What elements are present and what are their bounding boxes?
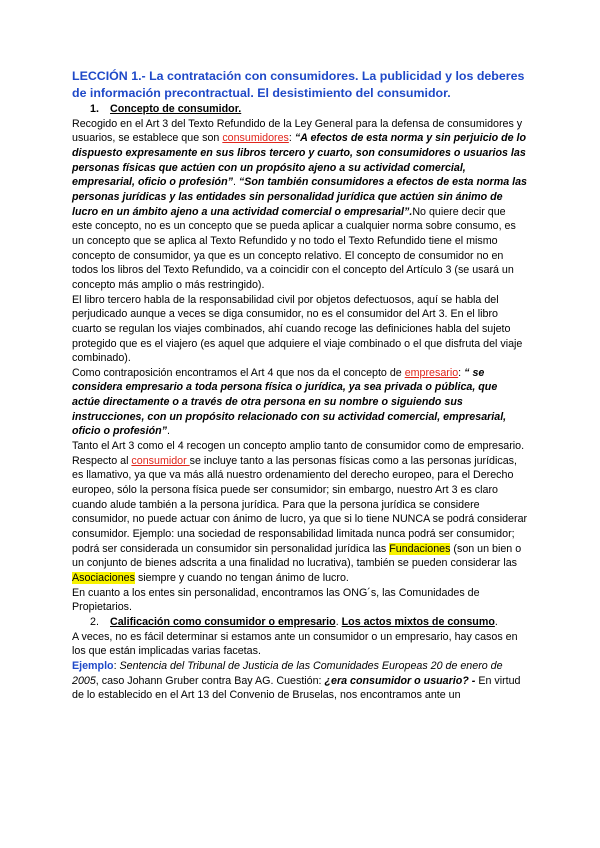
paragraph-consumer-definition <box>72 117 528 293</box>
section-2-number: 2. <box>90 615 99 628</box>
link-empresario[interactable]: empresario <box>404 366 459 379</box>
text-run: (son un bien o un conjunto de bienes adscrita a una finalidad no lucrativa), también se pueden considerar las <box>72 542 522 570</box>
quote-art4: “ se considera empresario a toda persona física o jurídica, ya sea privada o pública, que actúe directamente o a través de otra persona en su nombre o siguiendo sus instrucciones, con un propósito relacionado con su actividad comercial, empresarial, oficio o profesión” <box>72 366 507 438</box>
lesson-title: LECCIÓN 1.- La contratación con consumidores. La publicidad y los deberes de información precontractual. El desistimiento del consumidor. <box>72 69 525 100</box>
highlight-asociaciones: Asociaciones <box>72 572 135 584</box>
paragraph-entes-sin-personalidad: En cuanto a los entes sin personalidad, encontramos las ONG´s, las Comunidades de Propietarios. <box>72 586 480 614</box>
section-1-heading <box>90 102 528 117</box>
section-1-title: Concepto de consumidor. <box>110 103 242 115</box>
text-run: Recogido en el Art 3 del Texto Refundido de la Ley General para la defensa de consumidores y usuarios, se establece que son <box>72 117 523 145</box>
text-run: No quiere decir que este concepto, no es un concepto que se pueda aplicar a cualquier norma sobre consumo, es un concepto que se aplica al Texto Refundido y no todo el Texto Refundido tiene el mismo concepto de consumidor, ya que es un concepto relativo. El concepto de consumidor no en todos los libros del Texto Refundido, va a coincidir con el concepto del Artículo 3 (se usará un concepto más amplio o más restringido). <box>72 205 516 291</box>
quote-art3-first: “A efectos de esta norma y sin perjuicio de lo dispuesto expresamente en sus libros tercero y cuarto, son consumidores o usuarios las personas físicas que actúen con un propósito ajeno a su actividad comercial, empresarial, oficio o profesión” <box>72 132 527 189</box>
text-run: : <box>113 659 120 672</box>
text-run: siempre y cuando no tengan ánimo de lucro. <box>134 572 349 584</box>
section-2-title-a: Calificación como consumidor o empresario <box>110 615 336 628</box>
example-citation: Sentencia del Tribunal de Justicia de las Comunidades Europeas 20 de enero de 2005 <box>72 659 503 687</box>
link-consumidores[interactable]: consumidores <box>222 132 289 145</box>
paragraph-empresario-definition <box>72 366 528 439</box>
text-run: , caso Johann Gruber contra Bay AG. Cuestión: <box>95 674 325 687</box>
text-run: . <box>167 425 170 438</box>
example-question: ¿era consumidor o usuario? - <box>324 674 476 687</box>
quote-art3-second: “Son también consumidores a efectos de esta norma las personas jurídicas y las entidades sin personalidad jurídica que actúen sin ánimo de lucro en un ámbito ajeno a una actividad comercial o empresarial”. <box>72 176 527 218</box>
paragraph-ejemplo <box>72 659 528 703</box>
section-2-heading <box>90 615 528 630</box>
paragraph-concepto-amplio <box>72 439 528 586</box>
text-run: Como contraposición encontramos el Art 4 que nos da el concepto de <box>72 366 405 379</box>
example-label: Ejemplo <box>72 659 114 672</box>
section-2-title-b: Los actos mixtos de consumo <box>341 615 495 628</box>
link-consumidor[interactable]: consumidor <box>131 454 190 467</box>
paragraph-calificacion: A veces, no es fácil determinar si estamos ante un consumidor o un empresario, hay casos en los que están implicadas varias facetas. <box>72 630 518 658</box>
section-1-number: 1. <box>90 103 99 115</box>
text-run: . <box>232 176 239 189</box>
text-run: : <box>458 366 465 379</box>
highlight-fundaciones: Fundaciones <box>389 542 451 555</box>
paragraph-libro-tercero: El libro tercero habla de la responsabilidad civil por objetos defectuosos, aquí se habla del perjudicado aunque a veces se diga consumidor, no es el consumidor del Art 3. En el libro cuarto se regulan los viajes combinados, ahí cuando recoge las definiciones habla del sujeto protegido que es el viajero (es aquel que adquiere el viaje combinado o el que disfruta del viaje combinado). <box>72 293 523 365</box>
text-run: : <box>288 132 295 145</box>
text-run: Tanto el Art 3 como el 4 recogen un concepto amplio tanto de consumidor como de empresario. Respecto al <box>72 440 525 467</box>
text-run: En virtud de lo establecido en el Art 13 del Convenio de Bruselas, nos encontramos ante un <box>72 674 521 702</box>
text-run: . <box>335 615 342 628</box>
text-run: . <box>494 615 498 628</box>
text-run: se incluye tanto a las personas físicas como a las personas jurídicas, es llamativo, ya que va más allá nuestro ordenamiento del derecho europeo, para el Derecho europeo, sólo la persona física puede ser consumidor; sin embargo, nuestro Art 3 es claro cuando alude también a la persona jurídica. Para que la persona jurídica se considere consumidor, no puede actuar con ánimo de lucro, ya que si lo tiene NUNCA se podrá considerar consumidor. Ejemplo: una sociedad de responsabilidad limitada nunca podrá ser consumidor; podrá ser considerada un consumidor sin personalidad jurídica las <box>72 454 528 555</box>
